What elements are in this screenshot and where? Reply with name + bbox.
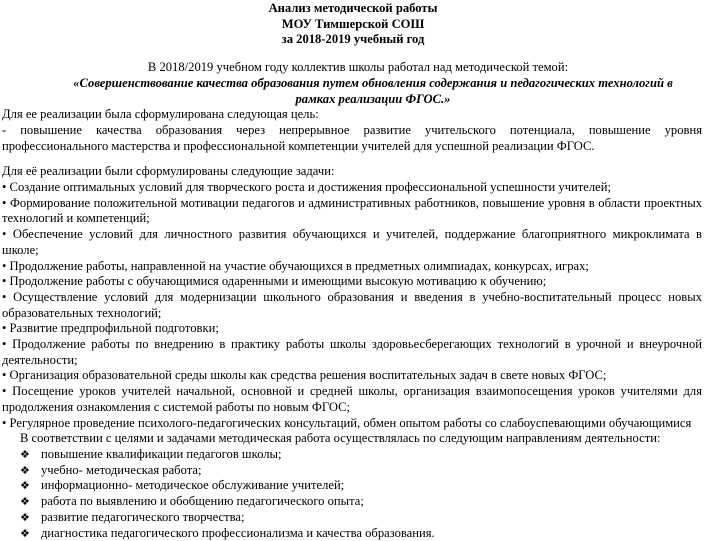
direction-item bbox=[20, 478, 704, 494]
task-item: • Создание оптимальных условий для творческого роста и достижения профессиональной успешности учителей; bbox=[2, 180, 704, 196]
check-diamond-icon: ❖ bbox=[20, 463, 30, 479]
direction-item bbox=[20, 494, 704, 510]
tasks-list bbox=[2, 180, 704, 431]
report-title-line-1: Анализ методической работы bbox=[2, 1, 704, 17]
spacer bbox=[2, 48, 704, 60]
task-item: • Продолжение работы, направленной на участие обучающихся в предметных олимпиадах, конкурсах, играх; bbox=[2, 259, 704, 275]
task-item: • Продолжение работы с обучающимися одаренными и имеющими высокую мотивацию к обучению; bbox=[2, 274, 704, 290]
direction-text: повышение квалификации педагогов школы; bbox=[41, 447, 281, 461]
task-item: • Посещение уроков учителей начальной, основной и средней школы, организация взаимопосещения уроков учителями для продолжения ознакомления с системой работы по новым ФГОС; bbox=[2, 384, 704, 415]
task-item: • Обеспечение условий для личностного развития обучающихся и учителей, поддержание благоприятного микроклимата в школе; bbox=[2, 227, 704, 258]
task-item: • Регулярное проведение психолого-педагогических консультаций, обмен опытом работы со слабоуспевающими обучающимися bbox=[2, 416, 704, 432]
check-diamond-icon: ❖ bbox=[20, 526, 30, 541]
check-diamond-icon: ❖ bbox=[20, 510, 30, 526]
direction-item bbox=[20, 447, 704, 463]
tasks-heading: Для её реализации были сформулированы следующие задачи: bbox=[2, 164, 704, 180]
methodical-theme: «Совершенствование качества образования путем обновления содержания и педагогических технологий в рамках реализации ФГОС.» bbox=[2, 76, 704, 107]
task-item: • Осуществление условий для модернизации школьного образования и введения в учебно-воспитательный процесс новых образовательных технологий; bbox=[2, 290, 704, 321]
report-title-line-3: за 2018-2019 учебный год bbox=[2, 32, 704, 48]
goal-text: - повышение качества образования через непрерывное развитие учительского потенциала, повышение уровня профессионального мастерства и профессиональной компетенции учителей для успешной реализации ФГОС. bbox=[2, 123, 704, 154]
check-diamond-icon: ❖ bbox=[20, 447, 30, 463]
direction-text: работа по выявлению и обобщению педагогического опыта; bbox=[41, 494, 364, 508]
goal-heading: Для ее реализации была сформулирована следующая цель: bbox=[2, 107, 704, 123]
direction-item bbox=[20, 510, 704, 526]
direction-text: развитие педагогического творчества; bbox=[41, 510, 245, 524]
directions-intro: В соответствии с целями и задачами методическая работа осуществлялась по следующим направлениям деятельности: bbox=[2, 431, 704, 447]
spacer bbox=[2, 154, 704, 164]
theme-intro: В 2018/2019 учебном году коллектив школы работал над методической темой: bbox=[2, 60, 704, 76]
task-item: • Развитие предпрофильной подготовки; bbox=[2, 321, 704, 337]
direction-text: диагностика педагогического профессионализма и качества образования. bbox=[41, 526, 435, 540]
direction-item bbox=[20, 463, 704, 479]
direction-text: информационно- методическое обслуживание учителей; bbox=[41, 478, 344, 492]
report-title-line-2: МОУ Тимшерской СОШ bbox=[2, 17, 704, 33]
task-item: • Формирование положительной мотивации педагогов и административных работников, повышение уровня в области проектных технологий и компетенций; bbox=[2, 196, 704, 227]
check-diamond-icon: ❖ bbox=[20, 478, 30, 494]
task-item: • Продолжение работы по внедрению в практику работы школы здоровьесберегающих технологий в урочной и внеурочной деятельности; bbox=[2, 337, 704, 368]
directions-list bbox=[2, 447, 704, 541]
direction-text: учебно- методическая работа; bbox=[41, 463, 201, 477]
direction-item bbox=[20, 526, 704, 541]
check-diamond-icon: ❖ bbox=[20, 494, 30, 510]
task-item: • Организация образовательной среды школы как средства решения воспитательных задач в свете новых ФГОС; bbox=[2, 368, 704, 384]
